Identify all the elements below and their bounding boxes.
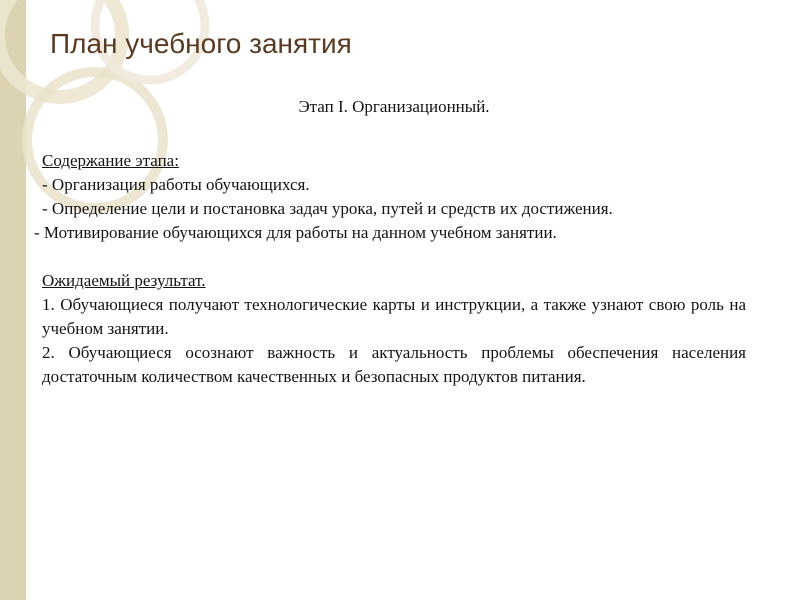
slide-content bbox=[34, 95, 746, 389]
result-item: 2. Обучающиеся осознают важность и актуальность проблемы обеспечения населения достаточным количеством качественных и безопасных продуктов питания. bbox=[42, 343, 746, 386]
content-heading: Содержание этапа: bbox=[42, 151, 179, 170]
content-item: - Мотивирование обучающихся для работы на данном учебном занятии. bbox=[34, 223, 557, 242]
content-item: - Определение цели и постановка задач урока, путей и средств их достижения. bbox=[42, 199, 613, 218]
slide-title: План учебного занятия bbox=[50, 28, 352, 59]
stage-heading: Этап I. Организационный. bbox=[298, 97, 490, 116]
result-heading: Ожидаемый результат. bbox=[42, 271, 206, 290]
section-gap bbox=[42, 245, 746, 269]
content-item: - Организация работы обучающихся. bbox=[42, 175, 310, 194]
result-item: 1. Обучающиеся получают технологические карты и инструкции, а также узнают свою роль на учебном занятии. bbox=[42, 295, 746, 338]
